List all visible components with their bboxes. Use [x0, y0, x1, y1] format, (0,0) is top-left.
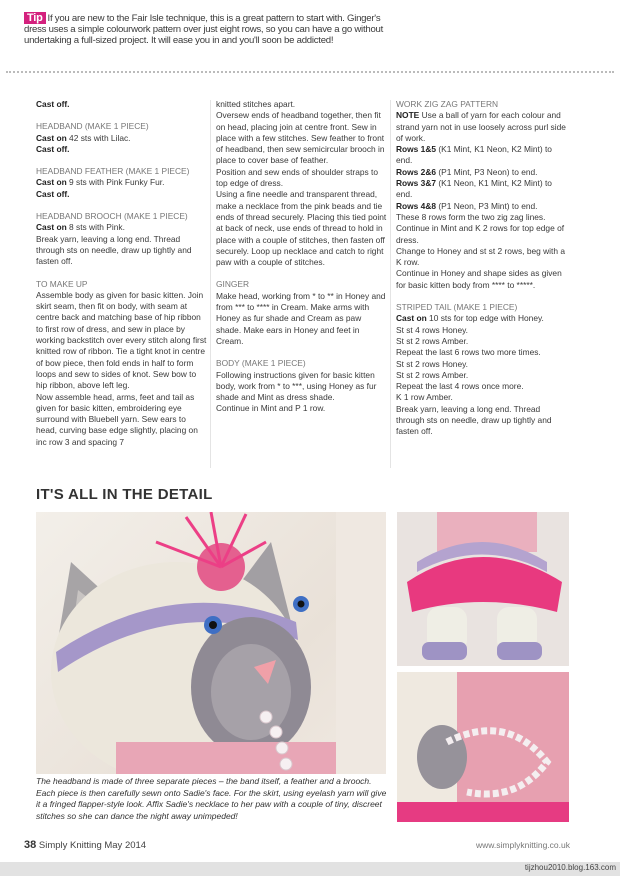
instruction-line [396, 347, 568, 358]
instruction-text: 8 sts with Pink. [66, 222, 125, 233]
kitten-paw-necklace-photo [397, 672, 569, 822]
instruction-line [396, 212, 568, 223]
instruction-line [216, 291, 388, 347]
instruction-keyword: Rows 3&7 [396, 178, 437, 189]
tip-box [24, 12, 384, 46]
section-heading: STRIPED TAIL (MAKE 1 PIECE) [396, 302, 518, 313]
section-heading: BODY (MAKE 1 PIECE) [216, 358, 306, 369]
paw-illustration [397, 672, 569, 822]
instruction-text: Position and sew ends of shoulder straps to top edge of dress. [216, 166, 379, 189]
pattern-section [216, 358, 388, 414]
instruction-keyword: Cast off. [36, 143, 70, 154]
tip-badge: Tip [24, 12, 46, 24]
instruction-text: (K1 Mint, K1 Neon, K2 Mint) to end. [396, 144, 552, 166]
instruction-text: Now assemble head, arms, feet and tail as given for basic kitten, embroidering eye surround with Bluebell yarn. Sew ears to head, curving base edge slightly, placing on inc row 3 and spacing 7 [36, 391, 198, 447]
pattern-section [36, 166, 208, 200]
pattern-section [36, 279, 208, 448]
instruction-text: These 8 rows form the two zig zag lines. [396, 211, 546, 222]
instruction-text: St st 2 rows Honey. [396, 358, 468, 369]
pattern-section [396, 99, 568, 291]
instruction-line [396, 392, 568, 403]
section-heading: WORK ZIG ZAG PATTERN [396, 99, 499, 109]
photo-caption: The headband is made of three separate pieces – the band itself, a feather and a brooch. Each piece is then carefully sewn onto Sadie's face. For the skirt, using eyelash yarn will give it a fringed flapper-style look. Affix Sadie's necklace to her paw with a couple of tiny, discreet stitches so she can dance the night away unimpeded! [30, 774, 394, 826]
instruction-text: Break yarn, leaving a long end. Thread through sts on needle, draw up tightly and fasten off. [36, 233, 192, 267]
instruction-line [396, 201, 568, 212]
instruction-keyword: Cast on [36, 222, 67, 233]
pattern-section [36, 211, 208, 267]
instruction-line [396, 359, 568, 370]
section-heading: TO MAKE UP [36, 278, 88, 289]
pattern-section [216, 99, 388, 268]
instruction-text: (K1 Neon, K1 Mint, K2 Mint) to end. [396, 178, 552, 200]
instruction-line [396, 110, 568, 144]
pattern-column-2 [216, 99, 388, 426]
instruction-text: St st 2 rows Amber. [396, 369, 469, 380]
section-heading: GINGER [216, 279, 250, 290]
instruction-line [216, 167, 388, 190]
instruction-line [396, 223, 568, 246]
instruction-text: Repeat the last 4 rows once more. [396, 381, 524, 392]
instruction-line [216, 99, 388, 110]
instruction-line [396, 336, 568, 347]
instruction-text: 42 sts with Lilac. [66, 132, 131, 143]
instruction-keyword: Cast off. [36, 188, 70, 199]
instruction-keyword: Cast on [396, 313, 427, 324]
instruction-text: St st 2 rows Amber. [396, 335, 469, 346]
publication-name: Simply Knitting May 2014 [38, 840, 147, 851]
pattern-column-1 [36, 99, 208, 459]
instruction-line [36, 99, 208, 110]
instruction-line [396, 246, 568, 269]
tip-text: If you are new to the Fair Isle technique, this is a great pattern to start with. Ginger's dress uses a simple colourwork pattern over just eight rows, so you can have a go without undertaking a full-sized project. It will ease you in and you'll soon be addicted! [24, 13, 384, 46]
instruction-line [396, 313, 568, 324]
instruction-text: Oversew ends of headband together, then fit on head, placing join at centre front. Sew in place with a few stitches. Sew feather to front of headband, then sew semicircular brooch in place to cover base of feather. [216, 110, 385, 166]
instruction-text: Using a fine needle and transparent thread, make a necklace from the pink beads and tie ends of thread securely. Placing this tied point at back of neck, use ends of thread to hold in place with a couple of stitches, then fasten off securely. Loop up necklace and catch to right paw with a couple of stitches. [216, 189, 387, 268]
instruction-keyword: Cast off. [36, 99, 70, 109]
instruction-line [396, 167, 568, 178]
pattern-section [216, 279, 388, 347]
instruction-line [396, 404, 568, 438]
instruction-line [36, 144, 208, 155]
instruction-keyword: Cast on [36, 177, 67, 188]
pattern-section [36, 99, 208, 110]
instruction-line [396, 381, 568, 392]
instruction-text: knitted stitches apart. [216, 99, 296, 109]
instruction-line [36, 222, 208, 233]
instruction-text: (P1 Mint, P3 Neon) to end. [436, 166, 538, 177]
instruction-text: Use a ball of yarn for each colour and strand yarn not in use loosely across purl side of work. [396, 110, 566, 143]
instruction-text: Make head, working from * to ** in Honey and from *** to **** in Cream. Make arms with Honey as fur shade and Cream as paw shade. Make ears in Honey and feet in Cream. [216, 290, 386, 346]
instruction-line [36, 234, 208, 268]
instruction-text: Break yarn, leaving a long end. Thread through sts on needle, draw up tightly and fasten off. [396, 403, 552, 437]
pattern-section [396, 302, 568, 438]
instruction-line [396, 325, 568, 336]
instruction-line [216, 189, 388, 268]
watermark-bar [0, 862, 620, 876]
instruction-keyword: NOTE [396, 110, 420, 121]
section-heading: HEADBAND (MAKE 1 PIECE) [36, 121, 149, 132]
instruction-keyword: Rows 2&6 [396, 166, 437, 177]
instruction-line [36, 290, 208, 392]
instruction-line [36, 177, 208, 188]
website-link[interactable]: www.simplyknitting.co.uk [475, 840, 570, 850]
section-title: IT'S ALL IN THE DETAIL [36, 486, 213, 503]
instruction-line [396, 144, 568, 167]
instruction-text: Change to Honey and st st 2 rows, beg with a K row. [396, 245, 565, 268]
instruction-keyword: Rows 1&5 [396, 144, 437, 155]
instruction-text: K 1 row Amber. [396, 392, 453, 403]
instruction-keyword: Rows 4&8 [396, 200, 437, 211]
footer-left [24, 839, 146, 851]
instruction-text: 10 sts for top edge with Honey. [426, 313, 544, 324]
instruction-line [36, 133, 208, 144]
instruction-line [36, 392, 208, 448]
instruction-line [396, 268, 568, 291]
dotted-divider [6, 71, 614, 73]
section-heading: HEADBAND BROOCH (MAKE 1 PIECE) [36, 211, 188, 222]
instruction-text: Continue in Honey and shape sides as given for basic kitten body from **** to *****. [396, 268, 562, 290]
kitten-skirt-photo [397, 512, 569, 666]
instruction-text: Continue in Mint and K 2 rows for top edge of dress. [396, 223, 565, 245]
watermark-text: tijzhou2010.blog.163.com [524, 863, 616, 872]
instruction-text: 9 sts with Pink Funky Fur. [66, 177, 165, 188]
instruction-line [216, 403, 388, 414]
pattern-column-3 [396, 99, 568, 449]
instruction-line [216, 110, 388, 166]
instruction-text: St st 4 rows Honey. [396, 324, 468, 335]
instruction-line [216, 370, 388, 404]
instruction-line [396, 178, 568, 201]
instruction-text: Following instructions given for basic kitten body, work from * to ***, using Honey as fur shade and Mint as dress shade. [216, 369, 377, 403]
column-divider [390, 100, 391, 468]
instruction-text: Continue in Mint and P 1 row. [216, 403, 326, 414]
page-number: 38 [24, 839, 37, 851]
instruction-line [396, 370, 568, 381]
instruction-keyword: Cast on [36, 132, 67, 143]
instruction-text: (P1 Neon, P3 Mint) to end. [436, 200, 538, 211]
instruction-text: Assemble body as given for basic kitten. Join skirt seam, then fit on body, with seam at centre back and matching base of hip ribbon to first row of dress, and sew in place by working backstitch over every stitch along first knitted row of ribbon. Tie a tight knot in centre of bow piece, then fold ends in half to form loops and sew to sides of knot. Sew bow to hip ribbon, above left leg. [36, 289, 207, 391]
pattern-section [36, 121, 208, 155]
instruction-line [36, 189, 208, 200]
skirt-illustration [397, 512, 569, 666]
instruction-text: Repeat the last 6 rows two more times. [396, 347, 541, 358]
section-heading: HEADBAND FEATHER (MAKE 1 PIECE) [36, 166, 190, 177]
column-divider [210, 100, 211, 468]
